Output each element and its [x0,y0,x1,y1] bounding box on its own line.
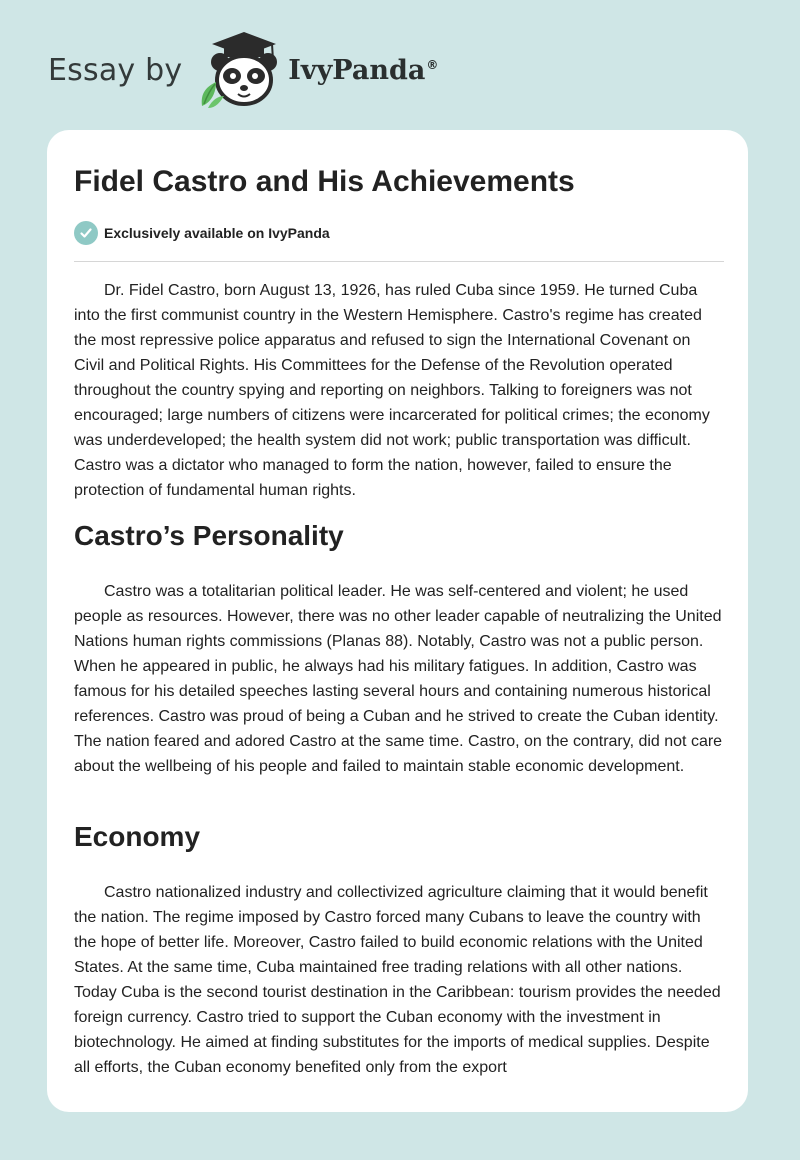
check-icon [74,221,98,245]
badge-text: Exclusively available on IvyPanda [104,225,330,241]
intro-section [74,278,724,503]
exclusive-badge [74,221,330,245]
registered-mark: ® [426,57,439,72]
divider [74,261,724,262]
panda-logo-icon [194,30,286,110]
section-paragraph: Castro was a totalitarian political leader. He was self-centered and violent; he used people as resources. However, there was no other leader capable of neutralizing the United Nations human rights commissions (Planas 88). Notably, Castro was not a public person. When he appeared in public, he always had his military fatigues. In addition, Castro was famous for his detailed speeches lasting several hours and containing numerous historical references. Castro was proud of being a Cuban and he strived to create the Cuban identity. The nation feared and adored Castro at the same time. Castro, on the contrary, did not care about the wellbeing of his people and failed to maintain stable economic development. [74,583,723,775]
brand-prefix: Essay by [48,52,183,88]
essay-card [47,130,748,1112]
section-economy [74,821,724,1080]
section-heading: Castro’s Personality [74,520,344,551]
section-paragraph: Castro nationalized industry and collectivized agriculture claiming that it would benefit the nation. The regime imposed by Castro forced many Cubans to leave the country with the hope of better life. Moreover, Castro failed to build economic relations with the United States. At the same time, Cuba maintained free trading relations with all other nations. Today Cuba is the second tourist destination in the Caribbean: tourism provides the needed foreign currency. Castro tried to support the Cuban economy with the investment in biotechnology. He aimed at finding substitutes for the imports of medical supplies. Despite all efforts, the Cuban economy benefited only from the export [74,884,721,1076]
section-heading: Economy [74,821,201,852]
page-title: Fidel Castro and His Achievements [74,165,575,198]
brand-name-text: IvyPanda [288,54,426,86]
intro-paragraph: Dr. Fidel Castro, born August 13, 1926, has ruled Cuba since 1959. He turned Cuba into the first communist country in the Western Hemisphere. Castro's regime has created the most repressive police apparatus and refused to sign the International Covenant on Civil and Political Rights. His Committees for the Defense of the Revolution operated throughout the country spying and reporting on neighbors. Talking to foreigners was not encouraged; large numbers of citizens were incarcerated for political crimes; the economy was underdeveloped; the health system did not work; public transportation was difficult. Castro was a dictator who managed to form the nation, however, failed to ensure the protection of fundamental human rights. [74,282,710,499]
brand-name [288,55,438,86]
section-personality [74,520,724,779]
brand-header[interactable] [48,30,438,110]
